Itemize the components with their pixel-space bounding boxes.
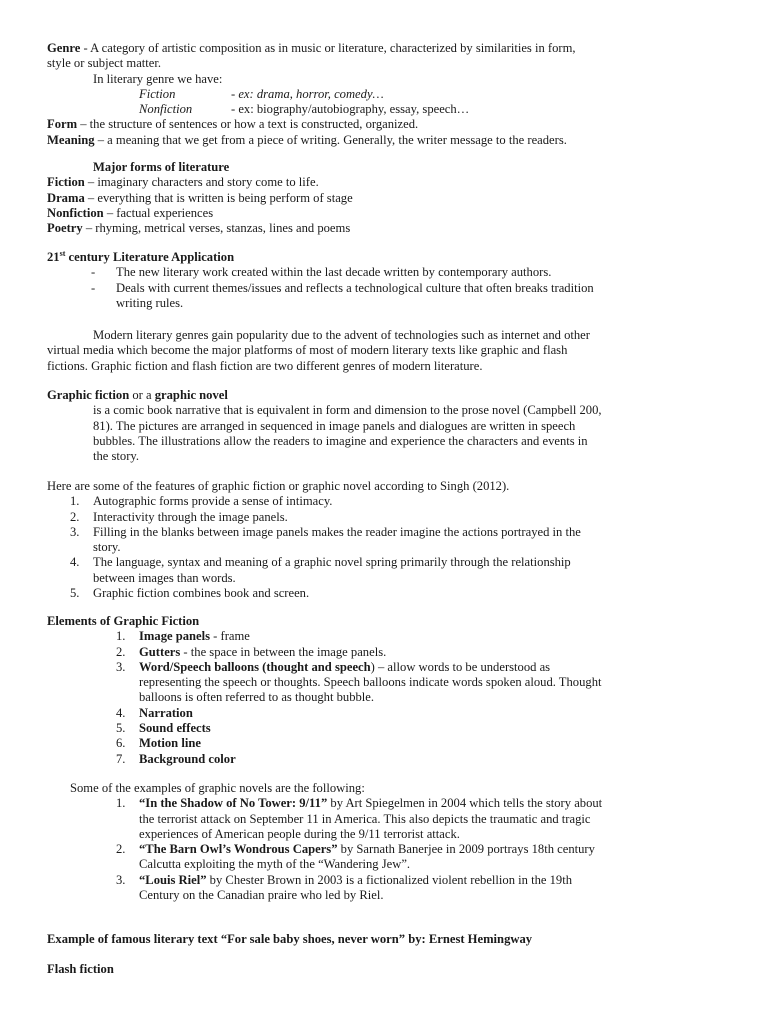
genre-fiction-example: - ex: drama, horror, comedy… <box>231 86 384 101</box>
list-number: 2. <box>116 644 126 659</box>
major-forms-heading: Major forms of literature <box>93 160 230 174</box>
list-number: 1. <box>116 629 126 644</box>
genre-fiction-name: Fiction <box>139 86 176 101</box>
list-item <box>47 586 712 601</box>
modern-line1: Modern literary genres gain popularity due to the advent of technologies such as internet and other <box>93 328 590 342</box>
genre-fiction-row <box>47 87 712 102</box>
elements-section <box>47 614 712 767</box>
example-text-line2: Century on the Canadian praire who led by Riel. <box>139 888 384 903</box>
element-text: - the space in between the image panels. <box>180 644 387 659</box>
flash-fiction-heading <box>47 962 712 977</box>
list-number: 6. <box>116 736 126 751</box>
major-forms-section <box>47 160 712 236</box>
example-title: “In the Shadow of No Tower: 9/11” <box>139 796 328 811</box>
major-form-text: – factual experiences <box>103 205 214 220</box>
example-text-line3: experiences of American people during the 9/11 terrorist attack. <box>139 826 460 841</box>
century-heading-text: century Literature Application <box>65 250 235 264</box>
element-term: Background color <box>139 751 236 766</box>
example-title: “Louis Riel” <box>139 872 207 887</box>
century-heading-number: 21 <box>47 250 60 264</box>
graphic-line3: bubbles. The illustrations allow the readers to imagine and experience the characters and events in <box>93 433 588 448</box>
list-number: 2. <box>70 509 80 524</box>
major-form-term: Drama <box>47 190 85 205</box>
list-item <box>47 629 712 644</box>
flash-fiction-title: Flash fiction <box>47 962 114 976</box>
list-number: 3. <box>70 524 80 539</box>
list-item <box>47 660 712 706</box>
list-item <box>47 796 712 842</box>
list-item <box>47 525 712 556</box>
list-number: 1. <box>70 494 80 509</box>
century-bullet-text-line2: writing rules. <box>116 295 184 310</box>
list-item-text-line1: The language, syntax and meaning of a graphic novel spring primarily through the relationship <box>93 555 571 570</box>
example-text-line1: by Chester Brown in 2003 is a fictionalized violent rebellion in the 19th <box>206 872 573 887</box>
century-heading-suffix: st <box>59 248 66 258</box>
example-text-line1: by Art Spiegelmen in 2004 which tells the story about <box>327 796 603 811</box>
list-item-text: Graphic fiction combines book and screen. <box>93 586 310 601</box>
list-item-text: Interactivity through the image panels. <box>93 509 288 524</box>
features-section <box>47 479 712 601</box>
century-bullet-item <box>47 265 712 280</box>
element-term: Image panels <box>139 629 211 644</box>
genre-nonfiction-example: - ex: biography/autobiography, essay, speech… <box>231 102 470 117</box>
list-number: 7. <box>116 751 126 766</box>
list-item <box>47 494 712 509</box>
major-form-term: Fiction <box>47 175 85 190</box>
genre-nonfiction-name: Nonfiction <box>139 102 193 117</box>
bullet-dash: - <box>91 280 96 295</box>
element-term: Motion line <box>139 736 201 751</box>
list-item-text-line2: story. <box>93 540 121 555</box>
form-text: – the structure of sentences or how a text is constructed, organized. <box>77 117 419 132</box>
list-item <box>47 873 712 904</box>
element-text: - frame <box>210 629 250 644</box>
element-text-line1: ) – allow words to be understood as <box>370 659 551 674</box>
genre-nonfiction-row <box>47 102 712 117</box>
major-form-item <box>47 191 712 206</box>
list-item <box>47 555 712 586</box>
graphic-novel-term: graphic novel <box>154 388 228 402</box>
element-term: Gutters <box>139 644 181 659</box>
graphic-fiction-term: Graphic fiction <box>47 388 130 402</box>
graphic-line2: 81). The pictures are arranged in sequenced in image panels and dialogues are written in speech <box>93 418 576 433</box>
list-number: 5. <box>70 586 80 601</box>
list-number: 3. <box>116 659 126 674</box>
list-number: 5. <box>116 721 126 736</box>
genre-term: Genre <box>47 41 81 55</box>
bullet-dash: - <box>91 265 96 280</box>
example-text-line1: by Sarnath Banerjee in 2009 portrays 18th century <box>337 842 595 857</box>
graphic-or: or a <box>129 388 155 402</box>
century-bullet-text-line1: Deals with current themes/issues and reflects a technological culture that often breaks tradition <box>116 280 594 295</box>
major-form-text: – imaginary characters and story come to life. <box>84 175 319 190</box>
modern-line3: fictions. Graphic fiction and flash fiction are two different genres of modern literature. <box>47 358 483 373</box>
form-definition <box>47 117 712 132</box>
element-text-line3: balloons is often referred to as thought bubble. <box>139 690 375 705</box>
examples-section <box>47 781 712 903</box>
major-form-text: – rhyming, metrical verses, stanzas, lines and poems <box>82 221 351 236</box>
list-item-text-line1: Filling in the blanks between image panels makes the reader imagine the actions portrayed in the <box>93 524 581 539</box>
major-form-item <box>47 175 712 190</box>
major-form-term: Poetry <box>47 221 83 236</box>
genre-intro: In literary genre we have: <box>93 71 223 86</box>
list-item <box>47 645 712 660</box>
list-number: 2. <box>116 842 126 857</box>
famous-example-text: Example of famous literary text “For sale baby shoes, never worn” by: Ernest Hemingway <box>47 932 533 946</box>
modern-line2: virtual media which become the major platforms of most of modern literary texts like graphic and flash <box>47 343 568 358</box>
examples-intro: Some of the examples of graphic novels are the following: <box>70 781 365 795</box>
genre-definition <box>47 41 712 148</box>
genre-text-line1: - A category of artistic composition as in music or literature, characterized by similarities in form, <box>80 41 576 55</box>
list-item <box>47 736 712 751</box>
meaning-definition <box>47 133 712 148</box>
list-item <box>47 752 712 767</box>
element-term: Narration <box>139 705 193 720</box>
elements-heading: Elements of Graphic Fiction <box>47 614 200 628</box>
list-item <box>47 510 712 525</box>
graphic-line1: is a comic book narrative that is equivalent in form and dimension to the prose novel (Campbell 200, <box>93 403 602 418</box>
example-text-line2: Calcutta exploiting the myth of the “Wandering Jew”. <box>139 857 411 872</box>
major-form-item <box>47 206 712 221</box>
major-form-item <box>47 221 712 236</box>
graphic-fiction-heading <box>47 388 712 403</box>
meaning-text: – a meaning that we get from a piece of writing. Generally, the writer message to the readers. <box>94 132 567 147</box>
graphic-fiction-section <box>47 388 712 464</box>
form-term: Form <box>47 117 78 132</box>
century-section <box>47 250 712 311</box>
list-item-text: Autographic forms provide a sense of intimacy. <box>93 494 333 509</box>
features-intro: Here are some of the features of graphic fiction or graphic novel according to Singh (2012). <box>47 479 510 493</box>
modern-genres-paragraph <box>47 328 712 374</box>
list-item <box>47 721 712 736</box>
century-bullet-item <box>47 281 712 312</box>
graphic-line4: the story. <box>93 449 140 464</box>
century-heading <box>47 250 712 265</box>
list-item <box>47 706 712 721</box>
list-number: 1. <box>116 796 126 811</box>
genre-text-line2: style or subject matter. <box>47 56 162 71</box>
list-item <box>47 842 712 873</box>
major-form-term: Nonfiction <box>47 205 104 220</box>
example-text-line2: the terrorist attack on September 11 in America. This also depicts the traumatic and tragic <box>139 811 591 826</box>
famous-example-heading <box>47 932 712 947</box>
list-number: 3. <box>116 872 126 887</box>
element-term: Sound effects <box>139 721 211 736</box>
element-text-line2: representing the speech or thoughts. Speech balloons indicate words spoken aloud. Thought <box>139 675 602 690</box>
element-term: Word/Speech balloons (thought and speech <box>139 659 371 674</box>
major-form-text: – everything that is written is being perform of stage <box>84 190 353 205</box>
list-item-text-line2: between images than words. <box>93 570 236 585</box>
meaning-term: Meaning <box>47 132 95 147</box>
list-number: 4. <box>116 705 126 720</box>
list-number: 4. <box>70 555 80 570</box>
century-bullet-text: The new literary work created within the last decade written by contemporary authors. <box>116 265 552 280</box>
example-title: “The Barn Owl’s Wondrous Capers” <box>139 842 338 857</box>
